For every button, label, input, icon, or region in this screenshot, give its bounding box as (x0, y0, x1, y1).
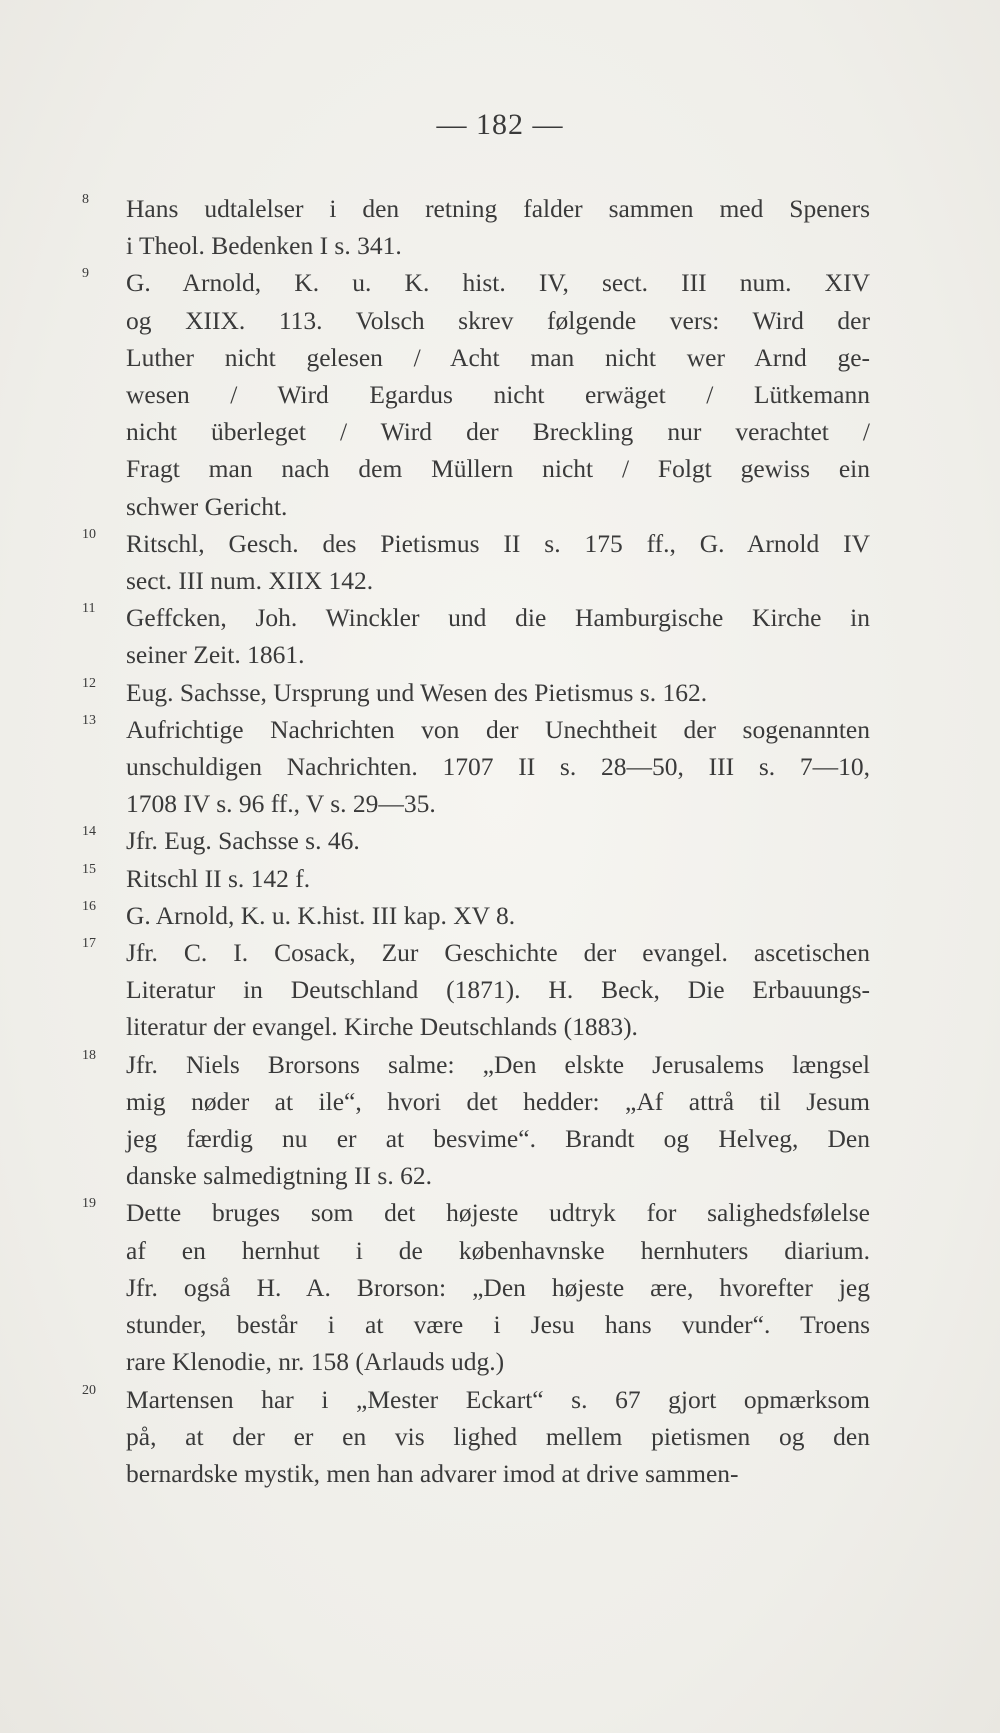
footnote-line: wesen / Wird Egardus nicht erwäget / Lütkemann (126, 380, 870, 410)
footnote-line: Jfr. Niels Brorsons salme: „Den elskte Jerusalems længsel (126, 1049, 870, 1079)
footnote-number: 18 (82, 1047, 96, 1063)
footnote-line: jeg færdig nu er at besvime“. Brandt og Helveg, Den (126, 1124, 870, 1154)
footnote-line: Jfr. også H. A. Brorson: „Den højeste ære, hvorefter jeg (126, 1272, 870, 1302)
footnote-line: Ritschl, Gesch. des Pietismus II s. 175 ff., G. Arnold IV (126, 528, 870, 558)
footnote-number: 15 (82, 861, 96, 877)
footnote (60, 264, 870, 524)
footnote-number: 14 (82, 824, 96, 840)
footnote-line: G. Arnold, K. u. K.hist. III kap. XV 8. (126, 900, 516, 930)
footnote-line: Martensen har i „Mester Eckart“ s. 67 gjort opmærksom (126, 1384, 870, 1414)
footnote-line: unschuldigen Nachrichten. 1707 II s. 28—50, III s. 7—10, (126, 752, 870, 782)
footnote-line: rare Klenodie, nr. 158 (Arlauds udg.) (126, 1347, 505, 1377)
footnote-number: 12 (82, 675, 96, 691)
footnote (60, 897, 870, 934)
footnote-line: og XIIX. 113. Volsch skrev følgende vers: Wird der (126, 305, 870, 335)
footnote-number: 8 (82, 192, 89, 207)
footnote-line: Hans udtalelser i den retning falder sammen med Speners (126, 194, 870, 223)
footnote-line: Dette bruges som det højeste udtryk for salighedsfølelse (126, 1198, 870, 1228)
footnote-line: Luther nicht gelesen / Acht man nicht wer Arnd ge- (126, 342, 870, 372)
footnote (60, 822, 870, 859)
footnote-number: 13 (82, 712, 96, 728)
footnote-number: 10 (82, 526, 96, 542)
footnote-line: Ritschl II s. 142 f. (126, 863, 311, 893)
footnote-line: Geffcken, Joh. Winckler und die Hamburgische Kirche in (126, 603, 870, 633)
footnote-line: Literatur in Deutschland (1871). H. Beck, Die Erbauungs- (126, 975, 870, 1005)
footnote-number: 19 (82, 1196, 96, 1212)
footnote-line: seiner Zeit. 1861. (126, 640, 305, 670)
footnote-line: danske salmedigtning II s. 62. (126, 1161, 432, 1191)
footnote-line: sect. III num. XIIX 142. (126, 566, 374, 596)
footnote-number: 9 (82, 266, 89, 282)
footnote (60, 1194, 870, 1380)
footnote-line: i Theol. Bedenken I s. 341. (126, 231, 402, 261)
footnote (60, 860, 870, 897)
footnote-line: Aufrichtige Nachrichten von der Unechtheit der sogenannten (126, 714, 870, 744)
footnote-line: stunder, består i at være i Jesu hans vunder“. Troens (126, 1310, 870, 1340)
footnote-line: på, at der er en vis lighed mellem pietismen og den (126, 1421, 870, 1451)
footnote-line: schwer Gericht. (126, 491, 288, 521)
footnote (60, 711, 870, 823)
footnote (60, 674, 870, 711)
footnote-line: bernardske mystik, men han advarer imod at drive sammen- (126, 1458, 739, 1488)
footnote-line: af en hernhut i de københavnske hernhuters diarium. (126, 1235, 870, 1265)
footnote-line: Fragt man nach dem Müllern nicht / Folgt gewiss ein (126, 454, 870, 484)
footnote-line: literatur der evangel. Kirche Deutschlands (1883). (126, 1012, 638, 1042)
footnote-line: G. Arnold, K. u. K. hist. IV, sect. III num. XIV (126, 268, 870, 298)
footnote (60, 1046, 870, 1195)
footnote-line: 1708 IV s. 96 ff., V s. 29—35. (126, 789, 436, 819)
footnote-line: Jfr. C. I. Cosack, Zur Geschichte der evangel. ascetischen (126, 938, 870, 968)
footnote-line: nicht überleget / Wird der Breckling nur verachtet / (126, 417, 870, 447)
footnote-line: Eug. Sachsse, Ursprung und Wesen des Pietismus s. 162. (126, 677, 708, 707)
footnotes (60, 190, 870, 1492)
footnote (60, 599, 870, 673)
footnote-number: 11 (82, 601, 96, 617)
page-number: — 182 — (436, 108, 564, 141)
footnote (60, 934, 870, 1046)
footnote-line: Jfr. Eug. Sachsse s. 46. (126, 826, 360, 856)
footnote (60, 1381, 870, 1493)
footnote-line: mig nøder at ile“, hvori det hedder: „Af attrå til Jesum (126, 1086, 870, 1116)
footnote (60, 190, 870, 264)
footnote-number: 16 (82, 898, 96, 914)
footnote-number: 20 (82, 1382, 96, 1398)
footnote (60, 525, 870, 599)
footnote-number: 17 (82, 936, 96, 952)
